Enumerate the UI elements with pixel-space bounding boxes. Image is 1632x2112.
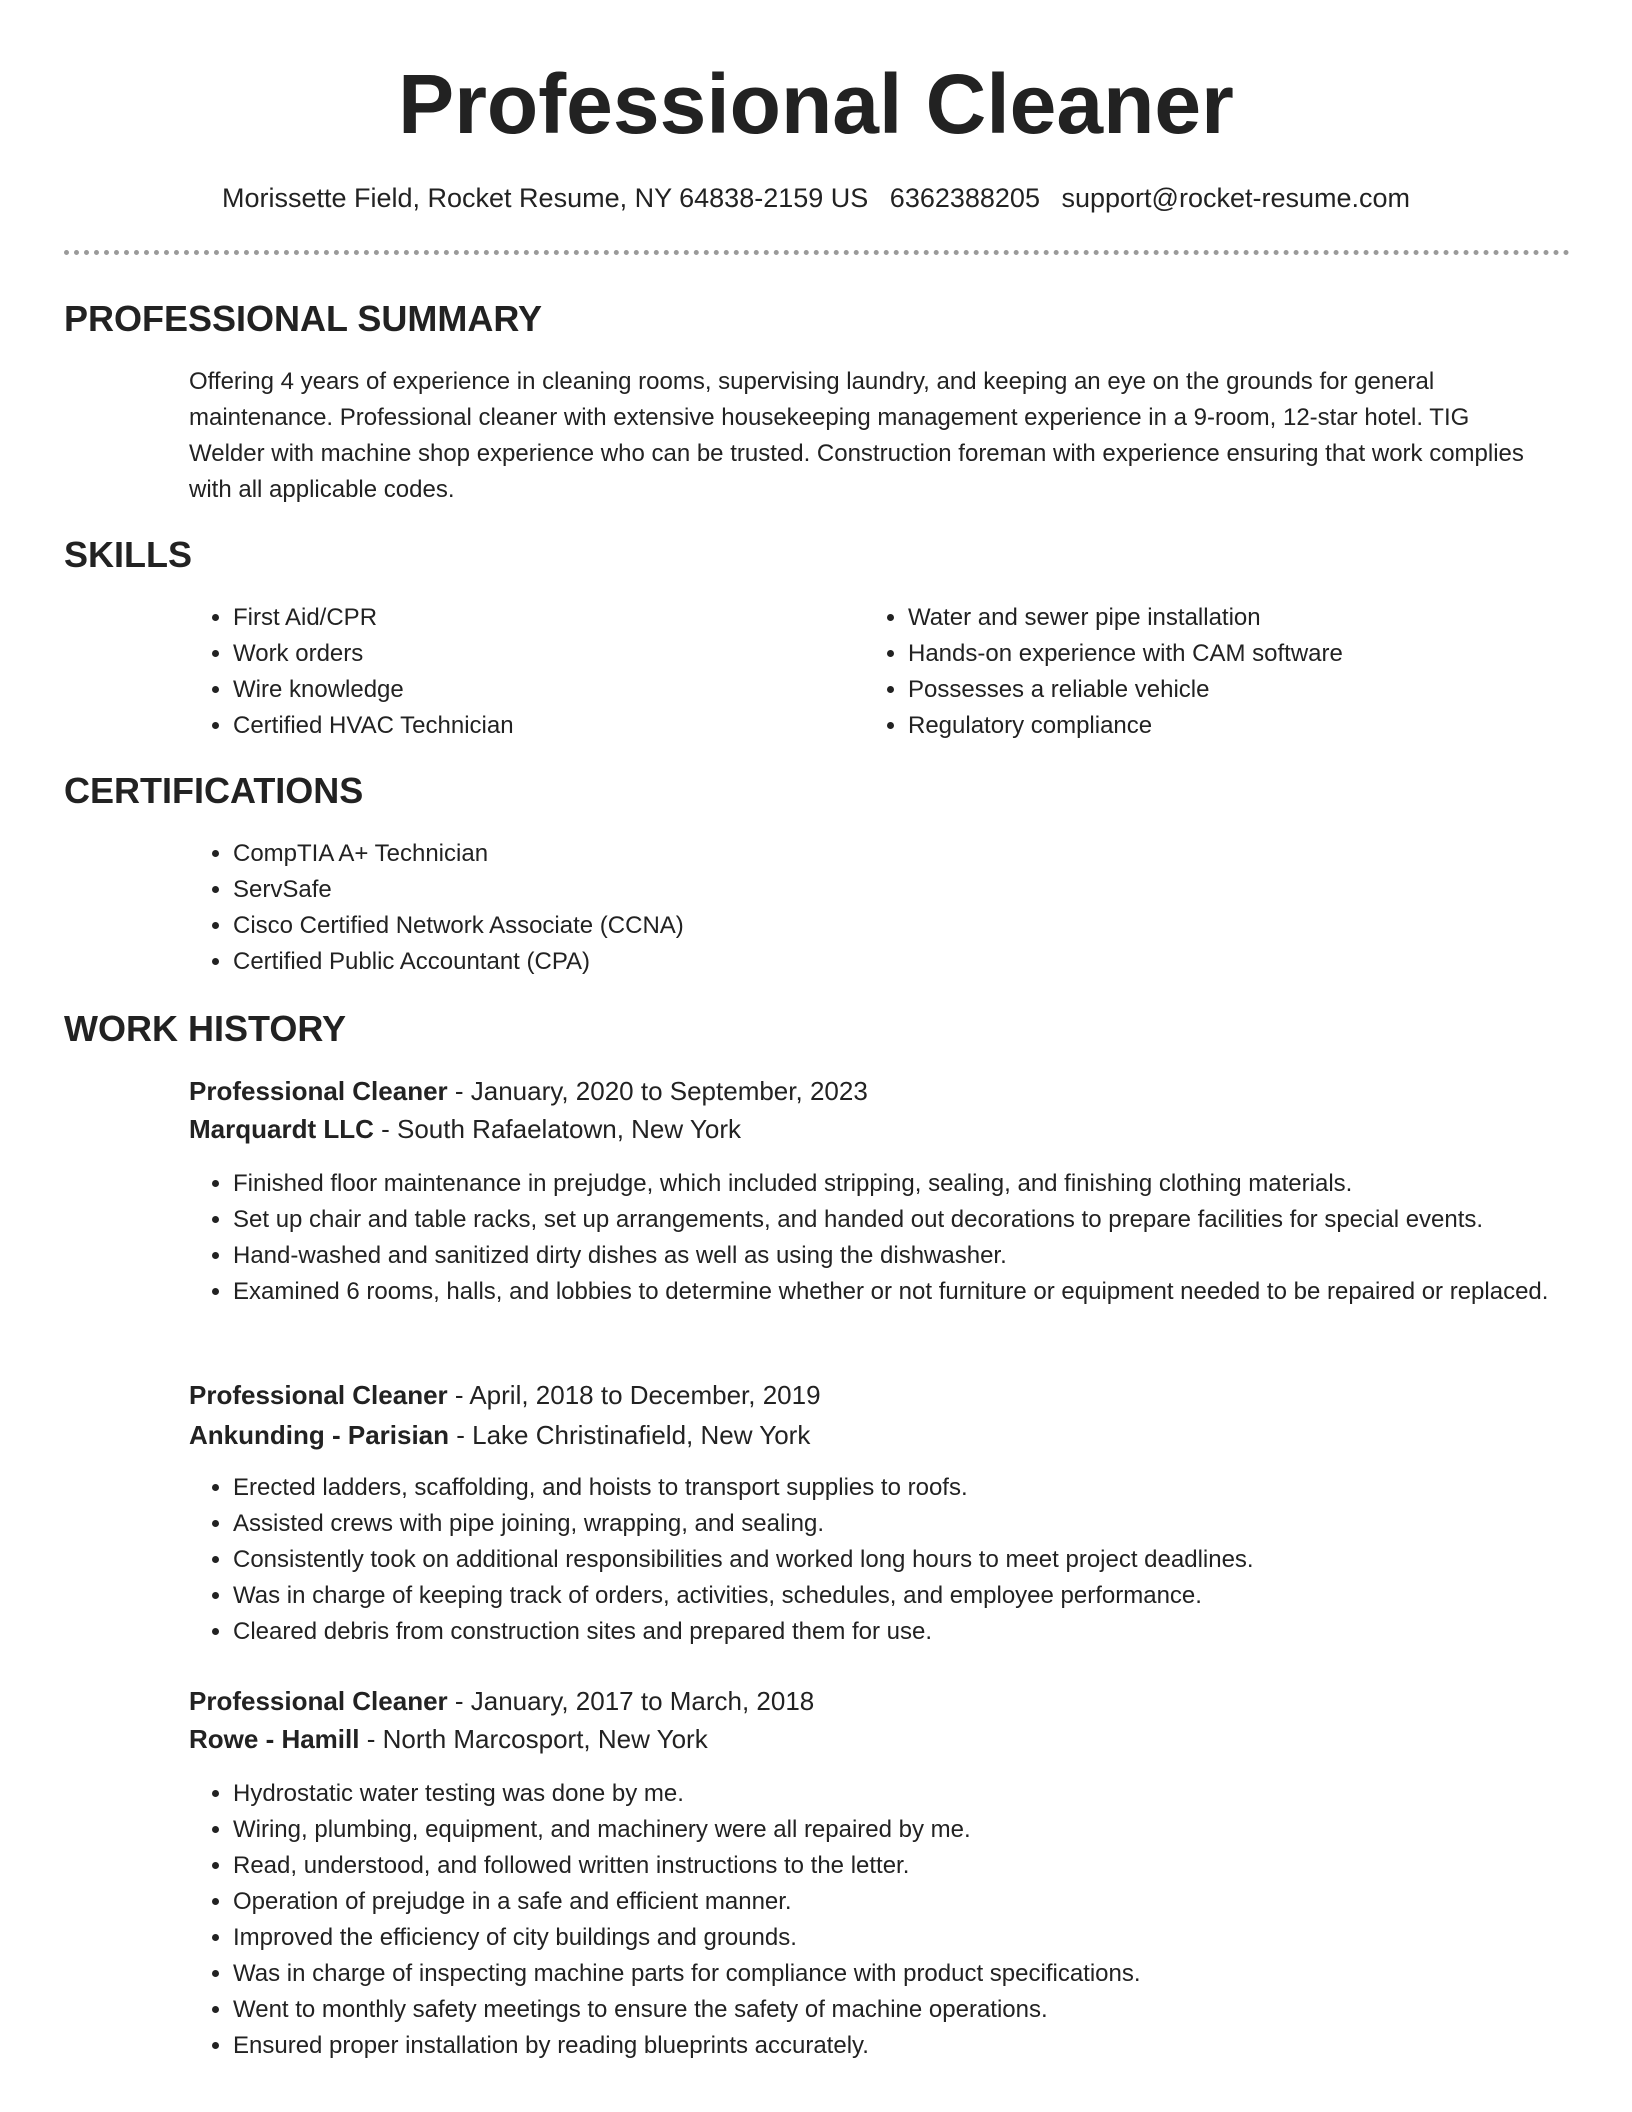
section-title-certifications: CERTIFICATIONS [64, 770, 364, 811]
job-bullet: • Erected ladders, scaffolding, and hoists to transport supplies to roofs. [233, 1470, 1573, 1506]
skill-item: • Water and sewer pipe installation [908, 600, 1588, 636]
job-bullet: • Assisted crews with pipe joining, wrapping, and sealing. [233, 1506, 1573, 1542]
job-location: - Lake Christinafield, New York [449, 1420, 811, 1450]
job-bullet: • Examined 6 rooms, halls, and lobbies to determine whether or not furniture or equipment needed to be repaired or replaced. [233, 1274, 1573, 1310]
job-bullet: • Consistently took on additional responsibilities and worked long hours to meet project deadlines. [233, 1542, 1573, 1578]
certifications-list [189, 836, 1533, 980]
skill-item: • Hands-on experience with CAM software [908, 636, 1588, 672]
certification-item: • Certified Public Accountant (CPA) [233, 944, 1533, 980]
job-location: - South Rafaelatown, New York [373, 1114, 741, 1144]
job-bullet: • Read, understood, and followed written instructions to the letter. [233, 1848, 1573, 1884]
contact-address: Morissette Field, Rocket Resume, NY 64838-2159 US [221, 183, 869, 213]
summary-text: Offering 4 years of experience in cleaning rooms, supervising laundry, and keeping an eye on the grounds for general maintenance. Professional cleaner with extensive housekeeping management experience in a 9-room, 12-star hotel. TIG Welder with machine shop experience who can be trusted. Construction foreman with experience ensuring that work complies with all applicable codes. [189, 368, 1524, 503]
contact-line [0, 180, 1632, 216]
job-dates: - April, 2018 to December, 2019 [447, 1380, 821, 1410]
job-company-line [189, 1110, 741, 1148]
job-bullets [189, 1470, 1573, 1650]
job-company-line [189, 1720, 708, 1758]
job-bullet: • Hydrostatic water testing was done by me. [233, 1776, 1573, 1812]
job-dates: - January, 2017 to March, 2018 [447, 1686, 815, 1716]
skill-item: • Possesses a reliable vehicle [908, 672, 1588, 708]
job-company: Rowe - Hamill [189, 1724, 360, 1754]
job-title-line [189, 1376, 821, 1414]
job-company: Ankunding - Parisian [189, 1420, 450, 1450]
job-bullet: • Wiring, plumbing, equipment, and machinery were all repaired by me. [233, 1812, 1573, 1848]
job-bullet: • Was in charge of keeping track of orders, activities, schedules, and employee performance. [233, 1578, 1573, 1614]
header-divider [64, 250, 1570, 255]
skills-list-right [864, 600, 1588, 744]
job-title-line [189, 1072, 868, 1110]
job-bullets [189, 1776, 1573, 2064]
job-bullet: • Cleared debris from construction sites and prepared them for use. [233, 1614, 1573, 1650]
contact-email: support@rocket-resume.com [1061, 183, 1411, 213]
job-title-line [189, 1682, 814, 1720]
job-company: Marquardt LLC [189, 1114, 374, 1144]
skill-item: • Wire knowledge [233, 672, 873, 708]
job-role: Professional Cleaner [189, 1380, 448, 1410]
certification-item: • Cisco Certified Network Associate (CCNA) [233, 908, 1533, 944]
section-title-work-history: WORK HISTORY [64, 1008, 347, 1049]
job-role: Professional Cleaner [189, 1686, 448, 1716]
contact-phone: 6362388205 [889, 183, 1040, 213]
section-title-summary: PROFESSIONAL SUMMARY [64, 298, 543, 339]
skill-item: • First Aid/CPR [233, 600, 873, 636]
skill-item: • Regulatory compliance [908, 708, 1588, 744]
skills-list-left [189, 600, 873, 744]
job-bullet: • Operation of prejudge in a safe and efficient manner. [233, 1884, 1573, 1920]
job-company-line [189, 1416, 810, 1454]
skill-item: • Certified HVAC Technician [233, 708, 873, 744]
job-bullets [189, 1166, 1573, 1310]
section-title-skills: SKILLS [64, 534, 193, 575]
job-bullet: • Finished floor maintenance in prejudge, which included stripping, sealing, and finishing clothing materials. [233, 1166, 1573, 1202]
job-bullet: • Improved the efficiency of city buildings and grounds. [233, 1920, 1573, 1956]
job-dates: - January, 2020 to September, 2023 [447, 1076, 868, 1106]
certification-item: • CompTIA A+ Technician [233, 836, 1533, 872]
job-bullet: • Set up chair and table racks, set up arrangements, and handed out decorations to prepare facilities for special events. [233, 1202, 1573, 1238]
resume-name: Professional Cleaner [398, 57, 1234, 151]
job-bullet: • Went to monthly safety meetings to ensure the safety of machine operations. [233, 1992, 1573, 2028]
job-bullet: • Ensured proper installation by reading blueprints accurately. [233, 2028, 1573, 2064]
job-role: Professional Cleaner [189, 1076, 448, 1106]
job-location: - North Marcosport, New York [359, 1724, 708, 1754]
certification-item: • ServSafe [233, 872, 1533, 908]
skill-item: • Work orders [233, 636, 873, 672]
job-bullet: • Was in charge of inspecting machine parts for compliance with product specifications. [233, 1956, 1573, 1992]
job-bullet: • Hand-washed and sanitized dirty dishes as well as using the dishwasher. [233, 1238, 1573, 1274]
